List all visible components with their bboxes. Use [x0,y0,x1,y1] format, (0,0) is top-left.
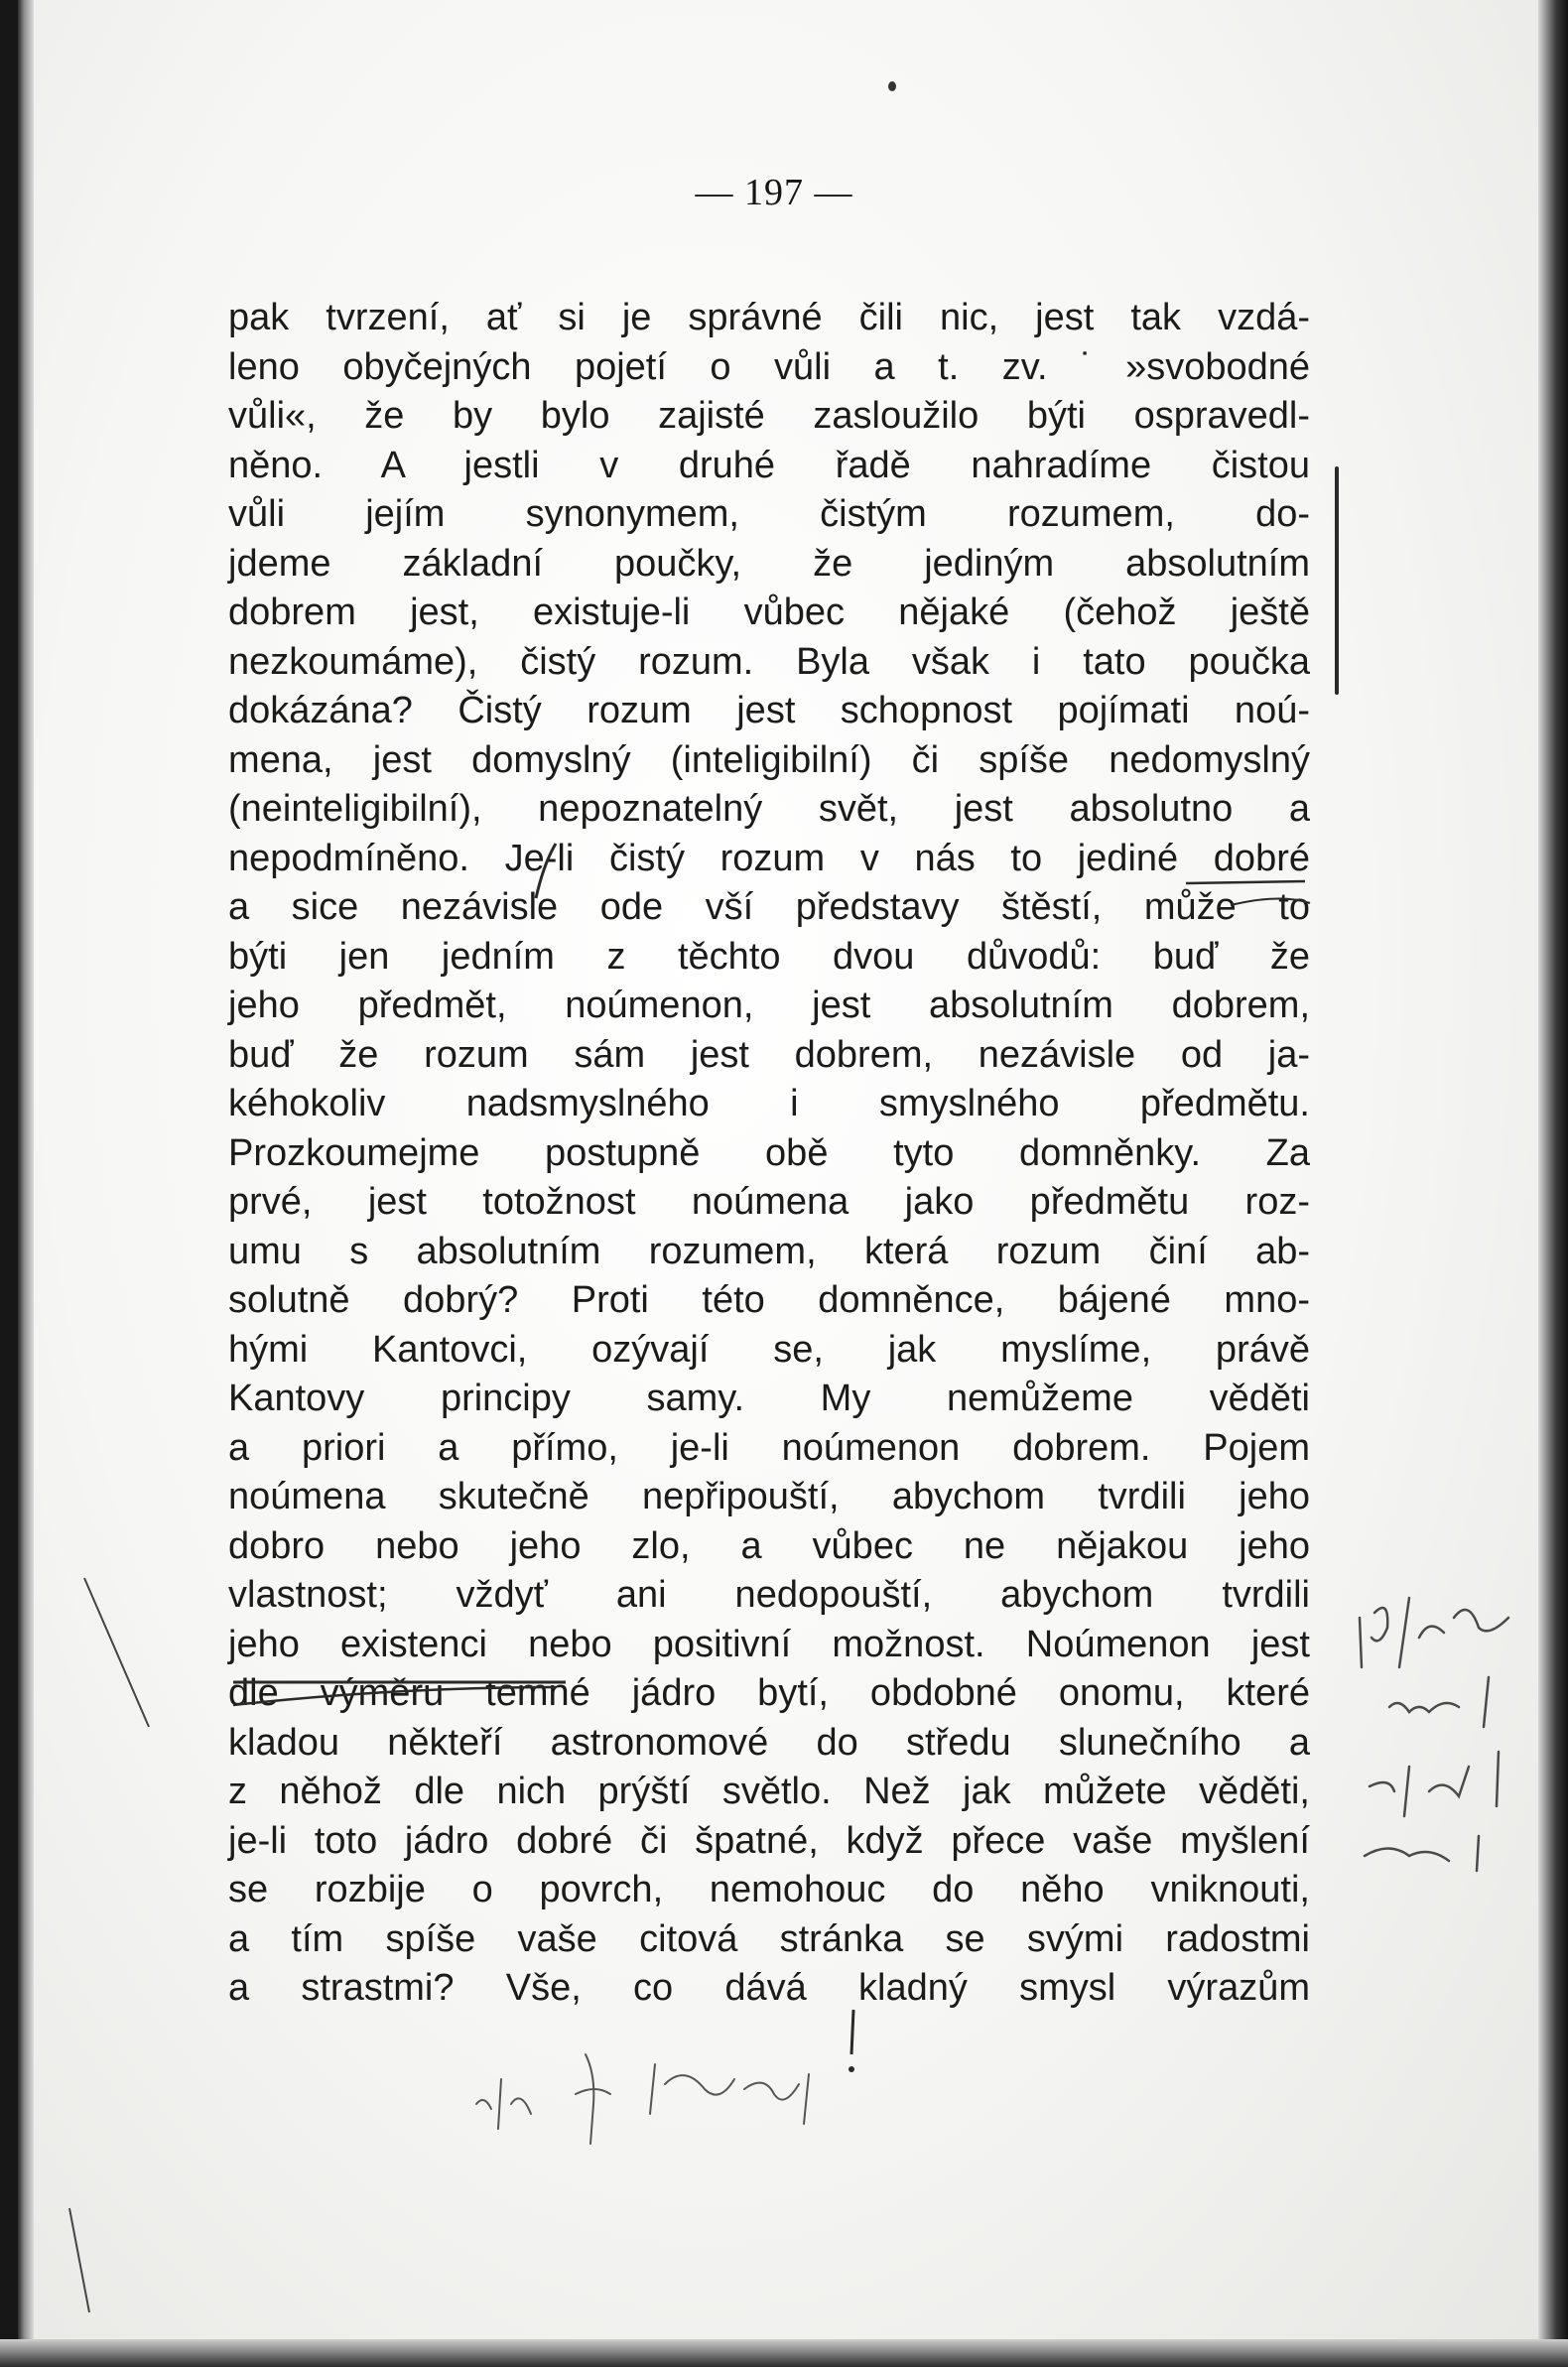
text-line: jeho existenci nebo positivní možnost. Noúmenon jest [228,1623,1310,1665]
text-line: kéhokoliv nadsmyslného i smyslného předmětu. [228,1083,1310,1124]
text-line: něno. A jestli v druhé řadě nahradíme čistou [228,444,1310,486]
underline-vymeru [233,1687,556,1705]
text-line: noúmena skutečně nepřipouští, abychom tvrdili jeho [228,1476,1310,1517]
text-line: vlastnost; vždyť ani nedopouští, abychom tvrdili [228,1574,1310,1616]
text-line: prvé, jest totožnost noúmena jako předmětu roz- [228,1181,1310,1223]
text-line: mena, jest domyslný (inteligibilní) či spíše nedomyslný [228,738,1310,781]
text-line: vůli«, že by bylo zajisté zasloužilo býti ospravedl- [228,395,1310,437]
pencil-stroke [84,1578,149,1727]
text-line: solutně dobrý? Proti této domněnce, bájené mno- [228,1279,1310,1321]
text-line: Kantovy principy samy. My nemůžeme věděti [228,1378,1310,1419]
underline-dobre [1186,881,1305,883]
text-line: pak tvrzení, ať si je správné čili nic, jest tak vzdá- [228,297,1310,338]
text-line: býti jen jedním z těchto dvou důvodů: buď že [228,935,1310,978]
pencil-stroke [69,2208,89,2312]
text-line: dobro nebo jeho zlo, a vůbec ne nějakou jeho [228,1524,1310,1567]
text-line: jeho předmět, noúmenon, jest absolutním dobrem, [228,985,1310,1026]
text-line: Prozkoumejme postupně obě tyto domněnky. Za [228,1131,1310,1174]
text-line: a sice nezávisle ode vší představy štěstí, může to [228,886,1310,928]
text-line: (neinteligibilní), nepoznatelný svět, jest absolutno a [228,788,1310,830]
text-line: dobrem jest, existuje-li vůbec nějaké (čehož ještě [228,592,1310,633]
text-line: se rozbije o povrch, nemohouc do něho vniknouti, [228,1869,1310,1910]
text-line: z něhož dle nich prýští světlo. Než jak můžete věděti, [228,1771,1310,1812]
text-line: a priori a přímo, je-li noúmenon dobrem. Pojem [228,1426,1310,1469]
text-line: umu s absolutním rozumem, která rozum činí ab- [228,1230,1310,1272]
text-line: nepodmíněno. Je-li čistý rozum v nás to jediné dobré [228,837,1310,879]
handwritten-margin-note [1350,1578,1548,1876]
text-line: a tím spíše vaše citová stránka se svými radostmi [228,1917,1310,1960]
pencil-stroke [536,844,556,898]
text-line: nezkoumáme), čistý rozum. Byla však i tato poučka [228,640,1310,683]
text-line: dokázána? Čistý rozum jest schopnost pojímati noú- [228,690,1310,731]
handwritten-bottom-note [466,2035,883,2154]
text-line: hými Kantovci, ozývají se, jak myslíme, právě [228,1328,1310,1371]
text-line: kladou někteří astronomové do středu slunečního a [228,1721,1310,1764]
text-line: dle výměru temné jádro bytí, obdobné onomu, které [228,1672,1310,1714]
text-line: je-li toto jádro dobré či špatné, když přece vaše myšlení [228,1819,1310,1862]
pencil-stroke [1231,898,1310,905]
text-line: buď že rozum sám jest dobrem, nezávisle od ja- [228,1033,1310,1076]
page-number: — 197 — [695,172,853,213]
text-line: jdeme základní poučky, že jediným absolutním [228,542,1310,585]
text-line: vůli jejím synonymem, čistým rozumem, do- [228,493,1310,535]
text-line: a strastmi? Vše, co dává kladný smysl výrazům [228,1967,1310,2009]
text-line: leno obyčejných pojetí o vůli a t. zv.˙»svobodné [228,345,1310,388]
